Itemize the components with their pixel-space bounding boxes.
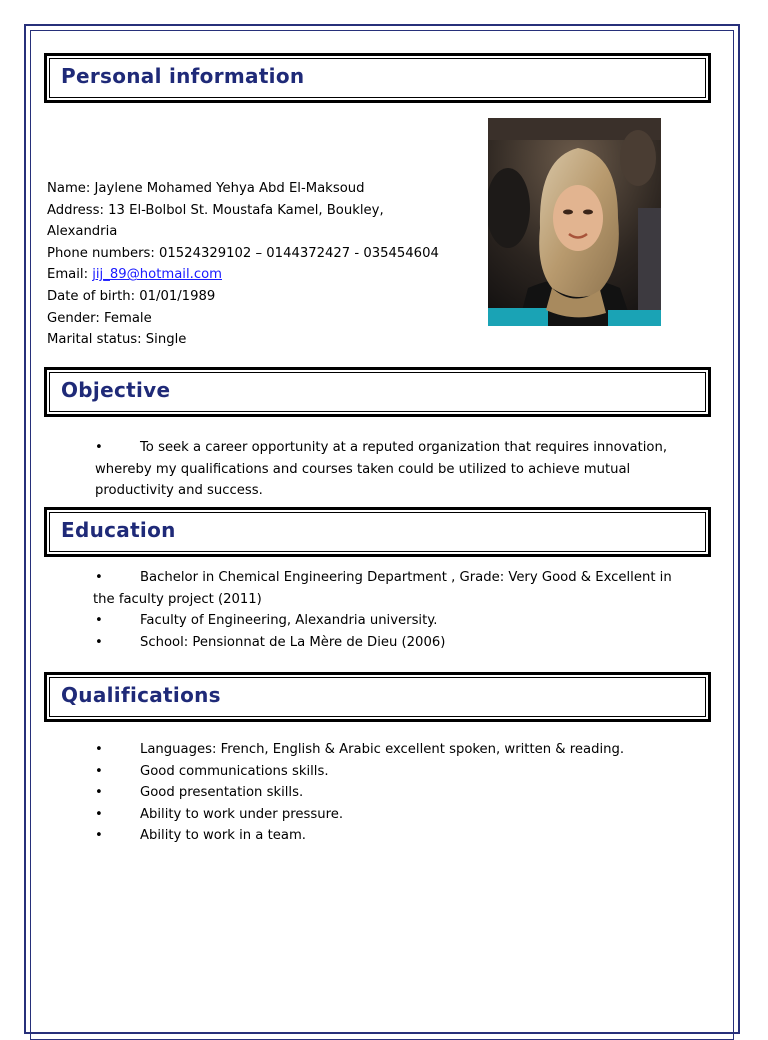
- education-item-1-line-2: the faculty project (2011): [93, 591, 262, 607]
- objective-text-line-3: productivity and success.: [95, 483, 263, 499]
- section-title: Objective: [61, 378, 171, 402]
- address-line-2: Alexandria: [47, 224, 118, 240]
- list-item: [95, 782, 624, 804]
- gender-line: Gender: Female: [47, 310, 152, 326]
- qualifications-header: [44, 672, 711, 722]
- objective-header: [44, 367, 711, 417]
- qualifications-list: [95, 739, 624, 847]
- bullet: •: [95, 763, 103, 779]
- bullet: •: [95, 570, 103, 585]
- education-list: [95, 567, 672, 653]
- objective-list: [95, 437, 667, 502]
- list-item: [95, 567, 672, 589]
- bullet: •: [95, 613, 103, 629]
- qualification-item: Ability to work in a team.: [140, 828, 306, 844]
- list-item: [95, 825, 624, 847]
- objective-text-line-1: To seek a career opportunity at a reputed organization that requires innovation,: [140, 440, 668, 455]
- bullet: •: [95, 806, 103, 822]
- bullet: •: [95, 440, 103, 455]
- education-item-1-line-1: Bachelor in Chemical Engineering Department , Grade: Very Good & Excellent in: [140, 570, 672, 585]
- list-item: [95, 632, 672, 654]
- list-item: [95, 739, 624, 761]
- phone-line: Phone numbers: 01524329102 – 0144372427 - 035454604: [47, 245, 439, 261]
- email-link[interactable]: jij_89@hotmail.com: [92, 267, 222, 283]
- qualification-item: Good presentation skills.: [140, 785, 304, 801]
- profile-photo: [488, 118, 661, 326]
- name-line: Name: Jaylene Mohamed Yehya Abd El-Maksoud: [47, 181, 365, 196]
- address-line-1: Address: 13 El-Bolbol St. Moustafa Kamel, Boukley,: [47, 202, 384, 218]
- list-item: [95, 761, 624, 783]
- bullet: •: [95, 785, 103, 801]
- education-header: [44, 507, 711, 557]
- section-title: Education: [61, 518, 176, 542]
- education-item-2: Faculty of Engineering, Alexandria university.: [140, 613, 438, 629]
- objective-text-line-2: whereby my qualifications and courses taken could be utilized to achieve mutual: [95, 461, 631, 477]
- bullet: •: [95, 742, 103, 757]
- email-label: Email:: [47, 267, 93, 283]
- email-line: [47, 264, 439, 286]
- personal-information-header: [44, 53, 711, 103]
- qualification-item: Languages: French, English & Arabic excellent spoken, written & reading.: [140, 742, 625, 757]
- section-title: Personal information: [61, 64, 305, 88]
- education-item-3: School: Pensionnat de La Mère de Dieu (2006): [140, 634, 446, 650]
- personal-info-block: [47, 178, 439, 351]
- marital-status-line: Marital status: Single: [47, 332, 187, 348]
- list-item: [95, 610, 672, 632]
- bullet: •: [95, 828, 103, 844]
- dob-line: Date of birth: 01/01/1989: [47, 288, 216, 304]
- bullet: •: [95, 634, 103, 650]
- list-item: [95, 437, 667, 459]
- qualification-item: Ability to work under pressure.: [140, 806, 344, 822]
- section-title: Qualifications: [61, 683, 221, 707]
- list-item: [95, 804, 624, 826]
- qualification-item: Good communications skills.: [140, 763, 329, 779]
